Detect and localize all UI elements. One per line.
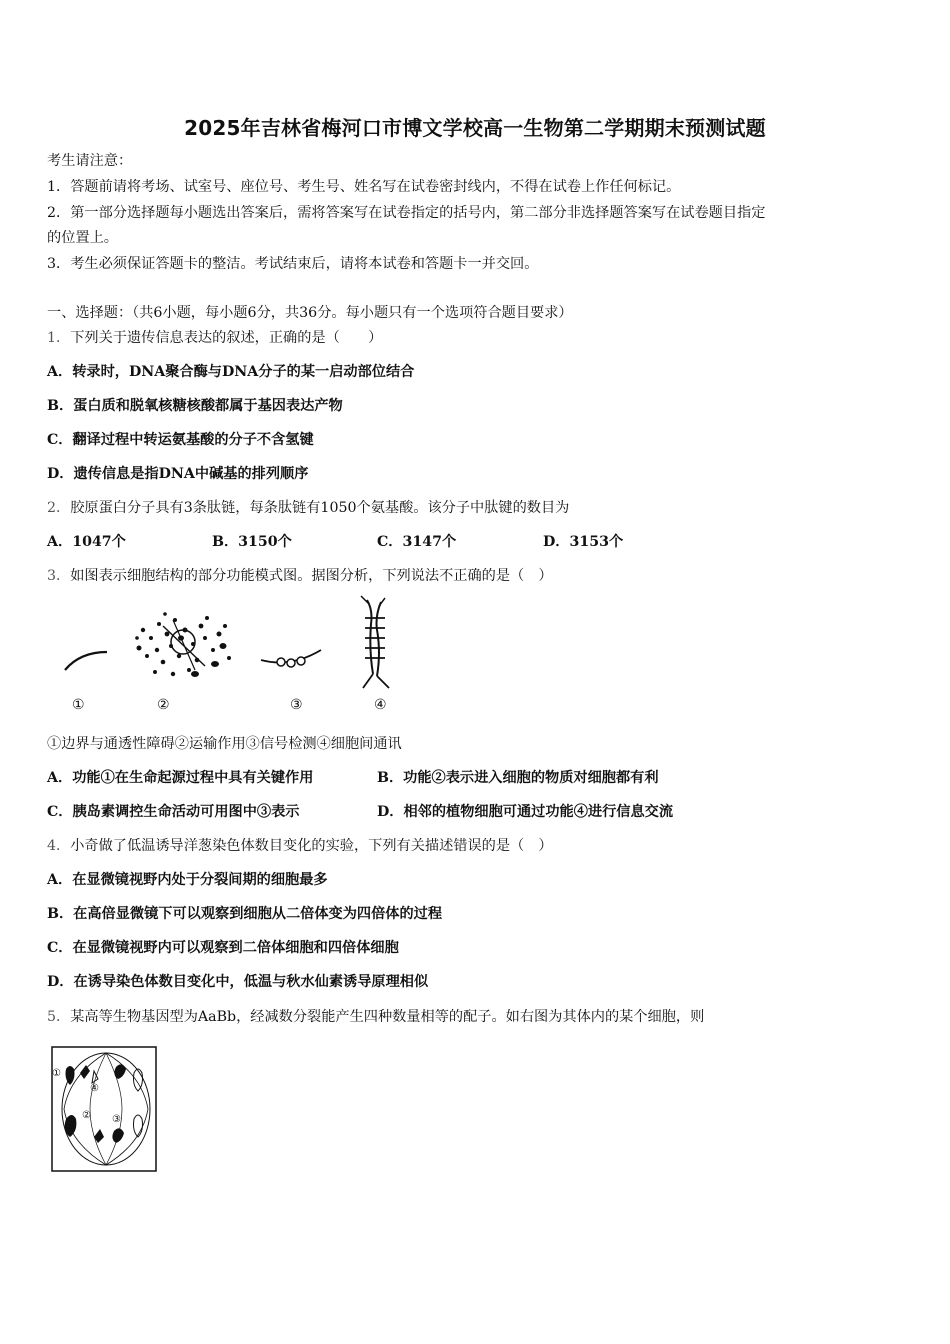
question-stem: 小奇做了低温诱导洋葱染色体数目变化的实验，下列有关描述错误的是（ ）: [70, 838, 553, 854]
question-number: 1．: [47, 330, 71, 346]
dividing-cell-figure: [50, 1045, 162, 1175]
question-stem: 如图表示细胞结构的部分功能模式图。据图分析，下列说法不正确的是（ ）: [70, 568, 553, 584]
q1-option-c: C．翻译过程中转运氨基酸的分子不含氢键: [47, 432, 314, 448]
question-number: 4．: [47, 838, 71, 854]
q4-option-c: C．在显微镜视野内可以观察到二倍体细胞和四倍体细胞: [47, 940, 399, 956]
figure-caption: ①边界与通透性障碍②运输作用③信号检测④细胞间通讯: [47, 736, 402, 752]
question-4: [47, 835, 553, 855]
question-stem: 某高等生物基因型为AaBb，经减数分裂能产生四种数量相等的配子。如右图为其体内的某个细胞，则: [70, 1009, 705, 1025]
question-number: 2．: [47, 500, 71, 516]
q4-option-d: D．在诱导染色体数目变化中，低温与秋水仙素诱导原理相似: [47, 974, 429, 990]
q4-option-b: B．在高倍显微镜下可以观察到细胞从二倍体变为四倍体的过程: [47, 906, 443, 922]
q1-option-b: B．蛋白质和脱氧核糖核酸都属于基因表达产物: [47, 398, 343, 414]
section-heading: 一、选择题：（共6小题，每小题6分，共36分。每小题只有一个选项符合题目要求）: [47, 305, 573, 321]
q3-option-a: A．功能①在生命起源过程中具有关键作用: [47, 770, 314, 786]
q2-option-b: B．3150个: [212, 534, 292, 550]
figure-label-4: ④: [374, 697, 387, 713]
question-5: [47, 1006, 704, 1026]
cell-communication-drawing: [361, 596, 389, 688]
cell-label-3: ③: [112, 1114, 121, 1125]
cell-label-1: ①: [52, 1068, 61, 1079]
question-stem: 胶原蛋白分子具有3条肽链，每条肽链有1050个氨基酸。该分子中肽键的数目为: [70, 500, 570, 516]
cell-label-2: ②: [82, 1110, 91, 1121]
q2-option-c: C．3147个: [377, 534, 457, 550]
q2-option-a: A．1047个: [47, 534, 126, 550]
question-1: [47, 327, 382, 347]
cell-label-4: ④: [90, 1083, 99, 1094]
notice-heading: 考生请注意：: [47, 153, 133, 169]
notice-item-3: 3．考生必须保证答题卡的整洁。考试结束后，请将本试卷和答题卡一并交回。: [47, 256, 539, 272]
notice-item-2: 2．第一部分选择题每小题选出答案后，需将答案写在试卷指定的括号内，第二部分非选择题答案写在试卷题目指定: [47, 205, 766, 221]
cell-outline: [52, 1047, 156, 1171]
page-title: 2025年吉林省梅河口市博文学校高一生物第二学期期末预测试题: [184, 116, 766, 140]
question-3: [47, 565, 553, 585]
q3-option-c: C．胰岛素调控生命活动可用图中③表示: [47, 804, 300, 820]
q1-option-d: D．遗传信息是指DNA中碱基的排列顺序: [47, 466, 309, 482]
figure-label-2: ②: [157, 697, 170, 713]
chromosomes: [65, 1064, 126, 1143]
q2-option-d: D．3153个: [543, 534, 624, 550]
question-2: [47, 497, 569, 517]
q4-option-a: A．在显微镜视野内处于分裂间期的细胞最多: [47, 872, 328, 888]
notice-item-1: 1．答题前请将考场、试室号、座位号、考生号、姓名写在试卷密封线内，不得在试卷上作任何标记。: [47, 179, 681, 195]
q1-option-a: A．转录时，DNA聚合酶与DNA分子的某一启动部位结合: [47, 364, 415, 380]
q3-option-d: D．相邻的植物细胞可通过功能④进行信息交流: [377, 804, 674, 820]
figure-label-3: ③: [290, 697, 303, 713]
question-stem: 下列关于遗传信息表达的叙述，正确的是（ ）: [70, 330, 383, 346]
membrane-boundary-drawing: [65, 652, 107, 670]
question-number: 5．: [47, 1009, 71, 1025]
notice-item-2-cont: 的位置上。: [47, 230, 118, 246]
figure-label-1: ①: [72, 697, 85, 713]
q3-option-b: B．功能②表示进入细胞的物质对细胞都有利: [377, 770, 659, 786]
cell-function-figure: [55, 590, 415, 720]
question-number: 3．: [47, 568, 71, 584]
